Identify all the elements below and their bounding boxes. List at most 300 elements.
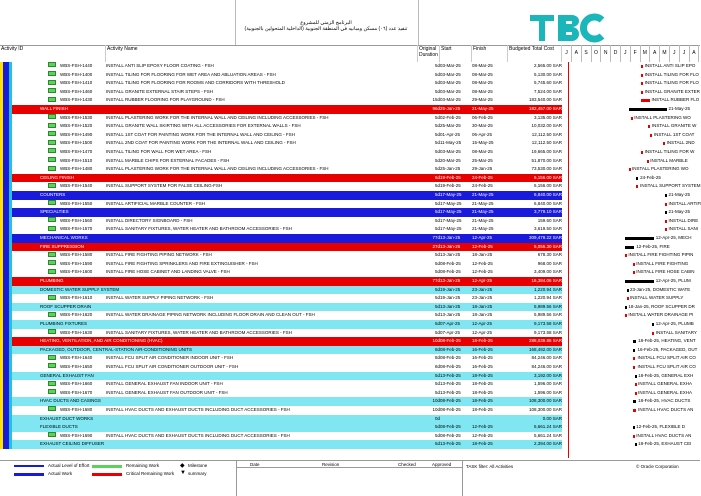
cost-cell: 1,596.00 SAR bbox=[533, 389, 562, 395]
gantt-bar[interactable] bbox=[641, 91, 643, 94]
table-row[interactable] bbox=[0, 329, 562, 338]
level-indicator bbox=[0, 286, 12, 295]
cost-cell: 7,524.00 SAR bbox=[533, 88, 562, 94]
milestone-icon: ◆ bbox=[180, 463, 185, 469]
duration-cell: 27d bbox=[432, 243, 440, 249]
level-indicator bbox=[0, 268, 12, 277]
level-indicator bbox=[0, 397, 12, 406]
gantt-label: 12-Apr-25, PLUM bbox=[655, 278, 691, 283]
task-icon bbox=[48, 311, 58, 317]
cost-cell: 159.60 SAR bbox=[537, 217, 562, 223]
level-indicator bbox=[0, 243, 12, 252]
table-row[interactable] bbox=[0, 148, 562, 157]
cost-cell: 678.30 SAR bbox=[537, 252, 562, 258]
gantt-label: 24-Feb-25 bbox=[640, 174, 661, 180]
cost-cell: 5,661.24 SAR bbox=[533, 424, 562, 430]
level-indicator bbox=[0, 389, 12, 398]
group-row[interactable] bbox=[0, 346, 562, 355]
activity-name-cell: INSTALL FIRE FIGHTING PIPING NETWORK - FSH bbox=[106, 252, 212, 258]
activity-id-cell: WBS-FSH-1600 bbox=[60, 269, 93, 275]
gantt-bar[interactable] bbox=[641, 65, 643, 68]
table-row[interactable] bbox=[0, 389, 562, 398]
table-row[interactable] bbox=[0, 363, 562, 372]
level-indicator bbox=[0, 372, 12, 381]
level-indicator bbox=[0, 415, 12, 424]
level-indicator bbox=[0, 157, 12, 166]
start-cell: 19-Jan-25 bbox=[440, 286, 461, 292]
legend-actual-level-swatch bbox=[14, 465, 44, 467]
table-row[interactable] bbox=[0, 406, 562, 415]
cost-cell: 5,989.56 SAR bbox=[533, 303, 562, 309]
finish-cell: 12-Feb-25 bbox=[472, 243, 493, 249]
activity-name-cell: MECHANICAL WORKS bbox=[40, 235, 88, 240]
duration-cell: 5d bbox=[434, 114, 440, 120]
activity-name-cell: FIRE SUPPRESSION bbox=[40, 243, 85, 249]
activity-name-cell: CEILING FINISH bbox=[40, 174, 75, 180]
table-row[interactable] bbox=[0, 62, 562, 71]
activity-id-cell: WBS-FSH-1660 bbox=[60, 381, 93, 387]
finish-cell: 16-Feb-25 bbox=[472, 364, 493, 369]
task-icon bbox=[48, 71, 58, 77]
activity-name-cell: INSTALL MARBLE CHIPS FOR EXTERNAL FACADES - FSH bbox=[106, 157, 230, 163]
activity-name-cell: ROOF SCUPPER DRAIN bbox=[40, 303, 92, 309]
gantt-label: 12-Feb-25, FIRE bbox=[636, 243, 670, 249]
duration-cell: 5d bbox=[434, 252, 440, 258]
gantt-bar[interactable] bbox=[648, 125, 650, 128]
gantt-label: INSTALL HVAC DUCTS AN bbox=[638, 407, 694, 412]
finish-cell: 21-May-25 bbox=[472, 192, 494, 197]
group-row[interactable] bbox=[0, 440, 562, 449]
activity-name-cell: INSTALL GENERAL EXHAUST FAN INDOOR UNIT - FSH bbox=[106, 381, 223, 387]
cost-cell: 0.00 SAR bbox=[542, 415, 562, 421]
cost-cell: 108,300.00 SAR bbox=[528, 398, 562, 404]
gantt-summary-bar[interactable] bbox=[627, 289, 629, 292]
cost-cell: 16,384.06 SAR bbox=[531, 278, 562, 283]
task-icon bbox=[48, 380, 58, 386]
gantt-bar[interactable] bbox=[629, 168, 631, 171]
task-icon bbox=[48, 217, 58, 223]
col-activity-name[interactable]: Activity Name bbox=[106, 45, 418, 62]
activity-name-cell: PLUMBING FIXTURES bbox=[40, 321, 88, 326]
legend-critical-remaining: Critical Remaining Work bbox=[126, 471, 175, 476]
activity-name-cell: WALL FINISH bbox=[40, 106, 68, 111]
gantt-bar[interactable] bbox=[641, 151, 643, 154]
gantt-bar[interactable] bbox=[633, 435, 635, 438]
table-row[interactable] bbox=[0, 114, 562, 123]
level-indicator bbox=[0, 139, 12, 148]
col-finish[interactable]: Finish bbox=[472, 45, 508, 62]
activity-id-cell: WBS-FSH-1580 bbox=[60, 252, 93, 258]
gantt-label: INSTALL TILING FOR FLO bbox=[644, 80, 699, 86]
gantt-summary-bar[interactable] bbox=[629, 108, 667, 111]
activity-id-cell: WBS-FSH-1490 bbox=[60, 131, 93, 137]
activity-name-cell: SPECIALTIES bbox=[40, 209, 69, 215]
activity-name-cell: INSTALL PLASTERING WORK FOR THE INTERNAL WALL AND CEILING INCLUDING ACCESSORIES - FSH bbox=[106, 166, 329, 172]
duration-cell: 5d bbox=[434, 389, 440, 395]
start-cell: 19-Feb-25 bbox=[440, 174, 461, 180]
gantt-label: INSTALL FIRE FIGHTING bbox=[636, 260, 689, 266]
cost-cell: 5,661.24 SAR bbox=[533, 432, 562, 438]
group-row[interactable] bbox=[0, 174, 562, 183]
activity-id-cell: WBS-FSH-1540 bbox=[60, 183, 93, 189]
gantt-bar[interactable] bbox=[641, 82, 643, 85]
gantt-bar[interactable] bbox=[665, 228, 667, 231]
cost-cell: 288,039.86 SAR bbox=[528, 338, 562, 344]
start-cell: 19-Feb-25 bbox=[440, 183, 461, 189]
activity-id-cell: WBS-FSH-1530 bbox=[60, 114, 93, 120]
level-indicator bbox=[0, 432, 12, 441]
table-row[interactable] bbox=[0, 311, 562, 320]
gantt-label: INSTALL ANTI SLIP EPO bbox=[644, 63, 696, 68]
table-row[interactable] bbox=[0, 79, 562, 88]
activity-name-cell: INSTALL HVAC DUCTS AND EXHAUST DUCTS INCLUDING DUCT ACCESSORIES - FSH bbox=[106, 432, 290, 438]
level-indicator bbox=[0, 208, 12, 217]
task-icon bbox=[48, 389, 58, 395]
activity-name-cell: INSTALL WATER SUPPLY PIPING NETWORK - FSH bbox=[106, 295, 214, 301]
level-indicator bbox=[0, 165, 12, 174]
gantt-label: INSTALL DIRE bbox=[668, 217, 699, 223]
gantt-summary-bar[interactable] bbox=[665, 211, 667, 214]
group-row[interactable] bbox=[0, 415, 562, 424]
group-row[interactable] bbox=[0, 243, 562, 252]
start-cell: 03-Mar-25 bbox=[440, 71, 461, 77]
gantt-bar[interactable] bbox=[652, 332, 654, 335]
duration-cell: 5d bbox=[434, 71, 440, 77]
table-row[interactable] bbox=[0, 71, 562, 80]
level-indicator bbox=[0, 406, 12, 415]
gantt-bar[interactable] bbox=[625, 314, 627, 317]
duration-cell: 5d bbox=[434, 88, 440, 94]
finish-cell: 08-Mar-25 bbox=[472, 71, 493, 77]
start-cell: 03-Mar-25 bbox=[440, 88, 461, 94]
activity-id-cell: WBS-FSH-1480 bbox=[60, 166, 93, 172]
table-row[interactable] bbox=[0, 354, 562, 363]
month-header: J bbox=[562, 45, 572, 62]
duration-cell: 10d bbox=[432, 338, 440, 344]
table-row[interactable] bbox=[0, 96, 562, 105]
finish-cell: 08-Mar-25 bbox=[472, 63, 493, 68]
duration-cell: 8d bbox=[434, 355, 440, 361]
gantt-label: INSTALL SUPPORT SYSTEM bbox=[640, 183, 701, 189]
start-cell: 13-Jan-25 bbox=[440, 278, 461, 283]
col-start[interactable]: Start bbox=[440, 45, 472, 62]
duration-cell: 5d bbox=[434, 303, 440, 309]
finish-cell: 18-Feb-25 bbox=[472, 372, 493, 378]
finish-cell: 16-Feb-25 bbox=[472, 355, 493, 361]
task-icon bbox=[48, 157, 58, 163]
gantt-bar[interactable] bbox=[636, 185, 638, 188]
duration-cell: 5d bbox=[434, 131, 440, 137]
gantt-summary-bar[interactable] bbox=[633, 426, 635, 429]
gantt-bar[interactable] bbox=[665, 220, 667, 223]
footer-date: Date bbox=[250, 462, 260, 467]
level-indicator bbox=[0, 71, 12, 80]
task-icon bbox=[48, 251, 58, 257]
gantt-bar[interactable] bbox=[633, 366, 636, 369]
task-icon bbox=[48, 432, 58, 438]
group-row[interactable] bbox=[0, 337, 562, 346]
table-row[interactable] bbox=[0, 251, 562, 260]
gantt-summary-bar[interactable] bbox=[625, 280, 654, 283]
table-row[interactable] bbox=[0, 268, 562, 277]
project-title-ar: البرنامج الزمني للمشروع bbox=[300, 20, 352, 26]
activity-name-cell: INSTALL TILING FOR FLOORING FOR WET AREA AND ABLUATION AREAS - FSH bbox=[106, 71, 276, 77]
gantt-label: INSTALL SANI bbox=[668, 226, 699, 232]
start-cell: 13-Feb-25 bbox=[440, 372, 461, 378]
level-indicator bbox=[0, 131, 12, 140]
duration-cell: 5d bbox=[434, 372, 440, 378]
gantt-bar[interactable] bbox=[665, 203, 667, 206]
footer-checked: Checked bbox=[398, 462, 416, 467]
start-cell: 13-Feb-25 bbox=[440, 389, 461, 395]
gantt-bar[interactable] bbox=[635, 383, 637, 386]
activity-id-cell: WBS-FSH-1550 bbox=[60, 200, 93, 206]
activity-name-cell: INSTALL FIRE FIGHTING SPRINKLERS AND FIRE EXTINGUISHER - FSH bbox=[106, 260, 258, 266]
task-icon bbox=[48, 96, 58, 102]
table-row[interactable] bbox=[0, 122, 562, 131]
start-cell: 20-Mar-25 bbox=[440, 157, 461, 163]
table-row[interactable] bbox=[0, 217, 562, 226]
gantt-label: INSTALL GENERAL EXHA bbox=[638, 381, 692, 387]
project-title bbox=[236, 20, 416, 32]
activity-name-cell: INSTALL TILING FOR FLOORING FOR ROOMS AND CORRIDORS WITH THRESHOLD bbox=[106, 80, 285, 86]
group-row[interactable] bbox=[0, 423, 562, 432]
start-cell: 17-May-25 bbox=[440, 217, 462, 223]
gantt-bar[interactable] bbox=[641, 74, 643, 77]
activity-id-cell: WBS-FSH-1680 bbox=[60, 407, 93, 412]
legend-milestone: Milestone bbox=[188, 463, 208, 468]
finish-cell: 21-May-25 bbox=[472, 217, 494, 223]
group-row[interactable] bbox=[0, 397, 562, 406]
activity-name-cell: INSTALL WATER DRAINAGE PIPING NETWORK INCLUDING FLOOR DRAIN AND CLEAN OUT - FSH bbox=[106, 312, 315, 318]
cost-cell: 5,745.60 SAR bbox=[533, 80, 562, 86]
gantt-bar[interactable] bbox=[633, 271, 635, 274]
task-icon bbox=[48, 225, 58, 231]
legend-remaining-work: Remaining Work bbox=[126, 463, 160, 468]
cost-cell: 1,596.00 SAR bbox=[533, 381, 562, 387]
gantt-summary-bar[interactable] bbox=[633, 349, 636, 352]
start-cell: 17-May-25 bbox=[440, 209, 462, 215]
table-row[interactable] bbox=[0, 182, 562, 191]
activity-id-cell: WBS-FSH-1410 bbox=[60, 80, 93, 86]
gantt-bar[interactable] bbox=[641, 99, 649, 102]
duration-cell: 5d bbox=[434, 157, 440, 163]
activity-name-cell: INSTALL SUPPORT SYSTEM FOR FALSE CEILING-FSH bbox=[106, 183, 223, 189]
cost-cell: 183,540.00 SAR bbox=[528, 97, 562, 103]
gantt-summary-bar[interactable] bbox=[633, 340, 636, 343]
gantt-label: INSTALL WATER DRAINAGE PI bbox=[628, 312, 694, 318]
month-header: A bbox=[650, 45, 660, 62]
legend-critical-swatch bbox=[92, 473, 122, 476]
cost-cell: 1,220.94 SAR bbox=[533, 295, 562, 301]
table-row[interactable] bbox=[0, 139, 562, 148]
col-cost[interactable]: Budgeted Total Cost bbox=[508, 45, 562, 62]
gantt-bar[interactable] bbox=[627, 297, 629, 300]
gantt-summary-bar[interactable] bbox=[625, 306, 627, 309]
activity-name-cell: FLEXIBLE DUCTS bbox=[40, 424, 78, 430]
gantt-summary-bar[interactable] bbox=[636, 177, 638, 180]
group-row[interactable] bbox=[0, 234, 562, 243]
activity-id-cell: WBS-FSH-1590 bbox=[60, 260, 93, 266]
activity-name-cell: INSTALL SANITARY FIXTURES, WATER HEATER AND BATHROOM ACCESSORIES - FSH bbox=[106, 226, 292, 232]
duration-cell: 5d bbox=[434, 381, 440, 387]
cost-cell: 108,300.00 SAR bbox=[528, 407, 562, 412]
activity-name-cell: INSTALL TILING FOR WALL FOR WET AREA - FSH bbox=[106, 149, 212, 154]
finish-cell: 23-Jan-25 bbox=[472, 295, 493, 301]
duration-cell: 5d bbox=[434, 295, 440, 301]
finish-cell: 18-Jan-25 bbox=[472, 312, 493, 318]
level-indicator bbox=[0, 191, 12, 200]
finish-cell: 12-Apr-25 bbox=[472, 278, 493, 283]
cost-cell: 3,619.50 SAR bbox=[533, 226, 562, 232]
gantt-label: INSTALL 2ND bbox=[666, 140, 695, 146]
col-duration[interactable]: Original Duration bbox=[418, 45, 440, 62]
footer-approved: Approved bbox=[432, 462, 452, 467]
table-row[interactable] bbox=[0, 165, 562, 174]
gantt-summary-bar[interactable] bbox=[633, 400, 636, 403]
start-cell: 08-Feb-25 bbox=[440, 407, 461, 412]
group-row[interactable] bbox=[0, 191, 562, 200]
finish-cell: 16-Feb-25 bbox=[472, 346, 493, 352]
table-row[interactable] bbox=[0, 225, 562, 234]
gantt-summary-bar[interactable] bbox=[625, 246, 634, 249]
gantt-bar[interactable] bbox=[633, 263, 635, 266]
activity-name-cell: INSTALL GENERAL EXHAUST FAN OUTDOOR UNIT - FSH bbox=[106, 389, 228, 395]
gantt-label: 12-Feb-25, FLEXIBLE D bbox=[636, 424, 685, 430]
task-icon bbox=[48, 406, 58, 412]
finish-cell: 18-Jan-25 bbox=[472, 303, 493, 309]
group-row[interactable] bbox=[0, 303, 562, 312]
task-icon bbox=[48, 62, 58, 68]
activity-name-cell: HEATING, VENTILATION, AND AIR CONDITIONING (HVAC) bbox=[40, 338, 163, 344]
activity-id-cell: WBS-FSH-1640 bbox=[60, 355, 93, 361]
gantt-summary-bar[interactable] bbox=[635, 443, 637, 446]
level-indicator bbox=[0, 423, 12, 432]
cost-cell: 6,840.00 SAR bbox=[533, 192, 562, 197]
group-row[interactable] bbox=[0, 208, 562, 217]
gantt-summary-bar[interactable] bbox=[635, 375, 637, 378]
activity-name-cell: INSTALL ARTIFICIAL MARBLE COUNTER - FSH bbox=[106, 200, 206, 206]
group-row[interactable] bbox=[0, 286, 562, 295]
finish-cell: 23-Jan-25 bbox=[472, 286, 493, 292]
table-row[interactable] bbox=[0, 380, 562, 389]
start-cell: 08-Feb-25 bbox=[440, 424, 461, 430]
activity-id-cell: WBS-FSH-1430 bbox=[60, 97, 93, 103]
gantt-summary-bar[interactable] bbox=[625, 237, 654, 240]
table-row[interactable] bbox=[0, 131, 562, 140]
gantt-summary-bar[interactable] bbox=[665, 194, 667, 197]
level-indicator bbox=[0, 320, 12, 329]
report-header bbox=[0, 0, 700, 46]
duration-cell: 5d bbox=[434, 174, 440, 180]
cost-cell: 6,840.00 SAR bbox=[533, 200, 562, 206]
gantt-bar[interactable] bbox=[625, 254, 627, 257]
task-icon bbox=[48, 148, 58, 154]
group-row[interactable] bbox=[0, 277, 562, 286]
gantt-bar[interactable] bbox=[633, 357, 636, 360]
duration-cell: 5d bbox=[434, 260, 440, 266]
finish-cell: 21-May-25 bbox=[472, 226, 494, 232]
duration-cell: 96d bbox=[432, 106, 440, 111]
activity-id-cell: WBS-FSH-1470 bbox=[60, 149, 93, 154]
finish-cell: 12-Apr-25 bbox=[472, 321, 493, 326]
month-header: O bbox=[591, 45, 601, 62]
task-icon bbox=[48, 260, 58, 266]
finish-cell: 08-Mar-25 bbox=[472, 80, 493, 86]
table-row[interactable] bbox=[0, 200, 562, 209]
level-indicator bbox=[0, 277, 12, 286]
start-cell: 13-Jan-25 bbox=[440, 303, 461, 309]
start-cell: 08-Feb-25 bbox=[440, 364, 461, 369]
legend-actual-work-swatch bbox=[14, 473, 44, 476]
footer-divider bbox=[236, 467, 462, 468]
legend-remaining-swatch bbox=[92, 465, 122, 468]
activity-id-cell: WBS-FSH-1460 bbox=[60, 88, 93, 94]
level-indicator bbox=[0, 363, 12, 372]
group-row[interactable] bbox=[0, 105, 562, 114]
gantt-bar[interactable] bbox=[663, 142, 665, 145]
duration-cell: 5d bbox=[434, 123, 440, 129]
table-row[interactable] bbox=[0, 157, 562, 166]
finish-cell: 12-Feb-25 bbox=[472, 269, 493, 275]
start-cell: 02-Feb-25 bbox=[440, 114, 461, 120]
gantt-label: 18-Jan-25, ROOF SCUPPER DR bbox=[628, 303, 695, 309]
finish-cell: 12-Feb-25 bbox=[472, 432, 493, 438]
cost-cell: 84,246.00 SAR bbox=[531, 364, 562, 369]
start-cell: 03-Mar-25 bbox=[440, 149, 461, 154]
activity-name-cell: INSTALL FCU SPLIT AIR CONDITIONER INDOOR UNIT - FSH bbox=[106, 355, 234, 361]
table-row[interactable] bbox=[0, 88, 562, 97]
gantt-summary-bar[interactable] bbox=[652, 323, 654, 326]
start-cell: 08-Feb-25 bbox=[440, 269, 461, 275]
table-row[interactable] bbox=[0, 432, 562, 441]
finish-cell: 08-Mar-25 bbox=[472, 149, 493, 154]
table-row[interactable] bbox=[0, 260, 562, 269]
finish-cell: 30-Mar-25 bbox=[472, 123, 493, 129]
finish-cell: 12-Feb-25 bbox=[472, 424, 493, 430]
group-row[interactable] bbox=[0, 372, 562, 381]
gantt-bar[interactable] bbox=[633, 409, 636, 412]
duration-cell: 5d bbox=[434, 140, 440, 146]
month-header: A bbox=[572, 45, 582, 62]
duration-cell: 8d bbox=[434, 364, 440, 369]
finish-cell: 29-Mar-25 bbox=[472, 97, 493, 103]
gantt-label: INSTALL FIRE FIGHTING PIPIN bbox=[628, 252, 694, 258]
level-indicator bbox=[0, 122, 12, 131]
col-activity-id[interactable]: Activity ID bbox=[0, 45, 106, 62]
gantt-bar[interactable] bbox=[650, 134, 652, 137]
gantt-bar[interactable] bbox=[647, 160, 649, 163]
table-row[interactable] bbox=[0, 294, 562, 303]
legend-summary: summary bbox=[188, 471, 207, 476]
group-row[interactable] bbox=[0, 320, 562, 329]
finish-cell: 15-May-25 bbox=[472, 140, 494, 146]
month-header: J bbox=[680, 45, 690, 62]
start-cell: 08-Feb-25 bbox=[440, 260, 461, 266]
gantt-label: INSTALL FCU SPLIT AIR CO bbox=[637, 364, 696, 369]
gantt-bar[interactable] bbox=[635, 392, 637, 395]
level-indicator bbox=[0, 148, 12, 157]
cost-cell: 9,173.58 SAR bbox=[533, 329, 562, 335]
report-footer bbox=[0, 460, 700, 496]
gantt-label: INSTALL GENERAL EXHA bbox=[638, 389, 692, 395]
cost-cell: 6,156.00 SAR bbox=[533, 174, 562, 180]
finish-cell: 18-Feb-25 bbox=[472, 389, 493, 395]
duration-cell: 5d bbox=[434, 63, 440, 68]
gantt-bar[interactable] bbox=[631, 117, 633, 120]
gantt-label: 18-Feb-25, HVAC DUCTS bbox=[638, 398, 691, 404]
start-cell: 19-Jan-25 bbox=[440, 295, 461, 301]
